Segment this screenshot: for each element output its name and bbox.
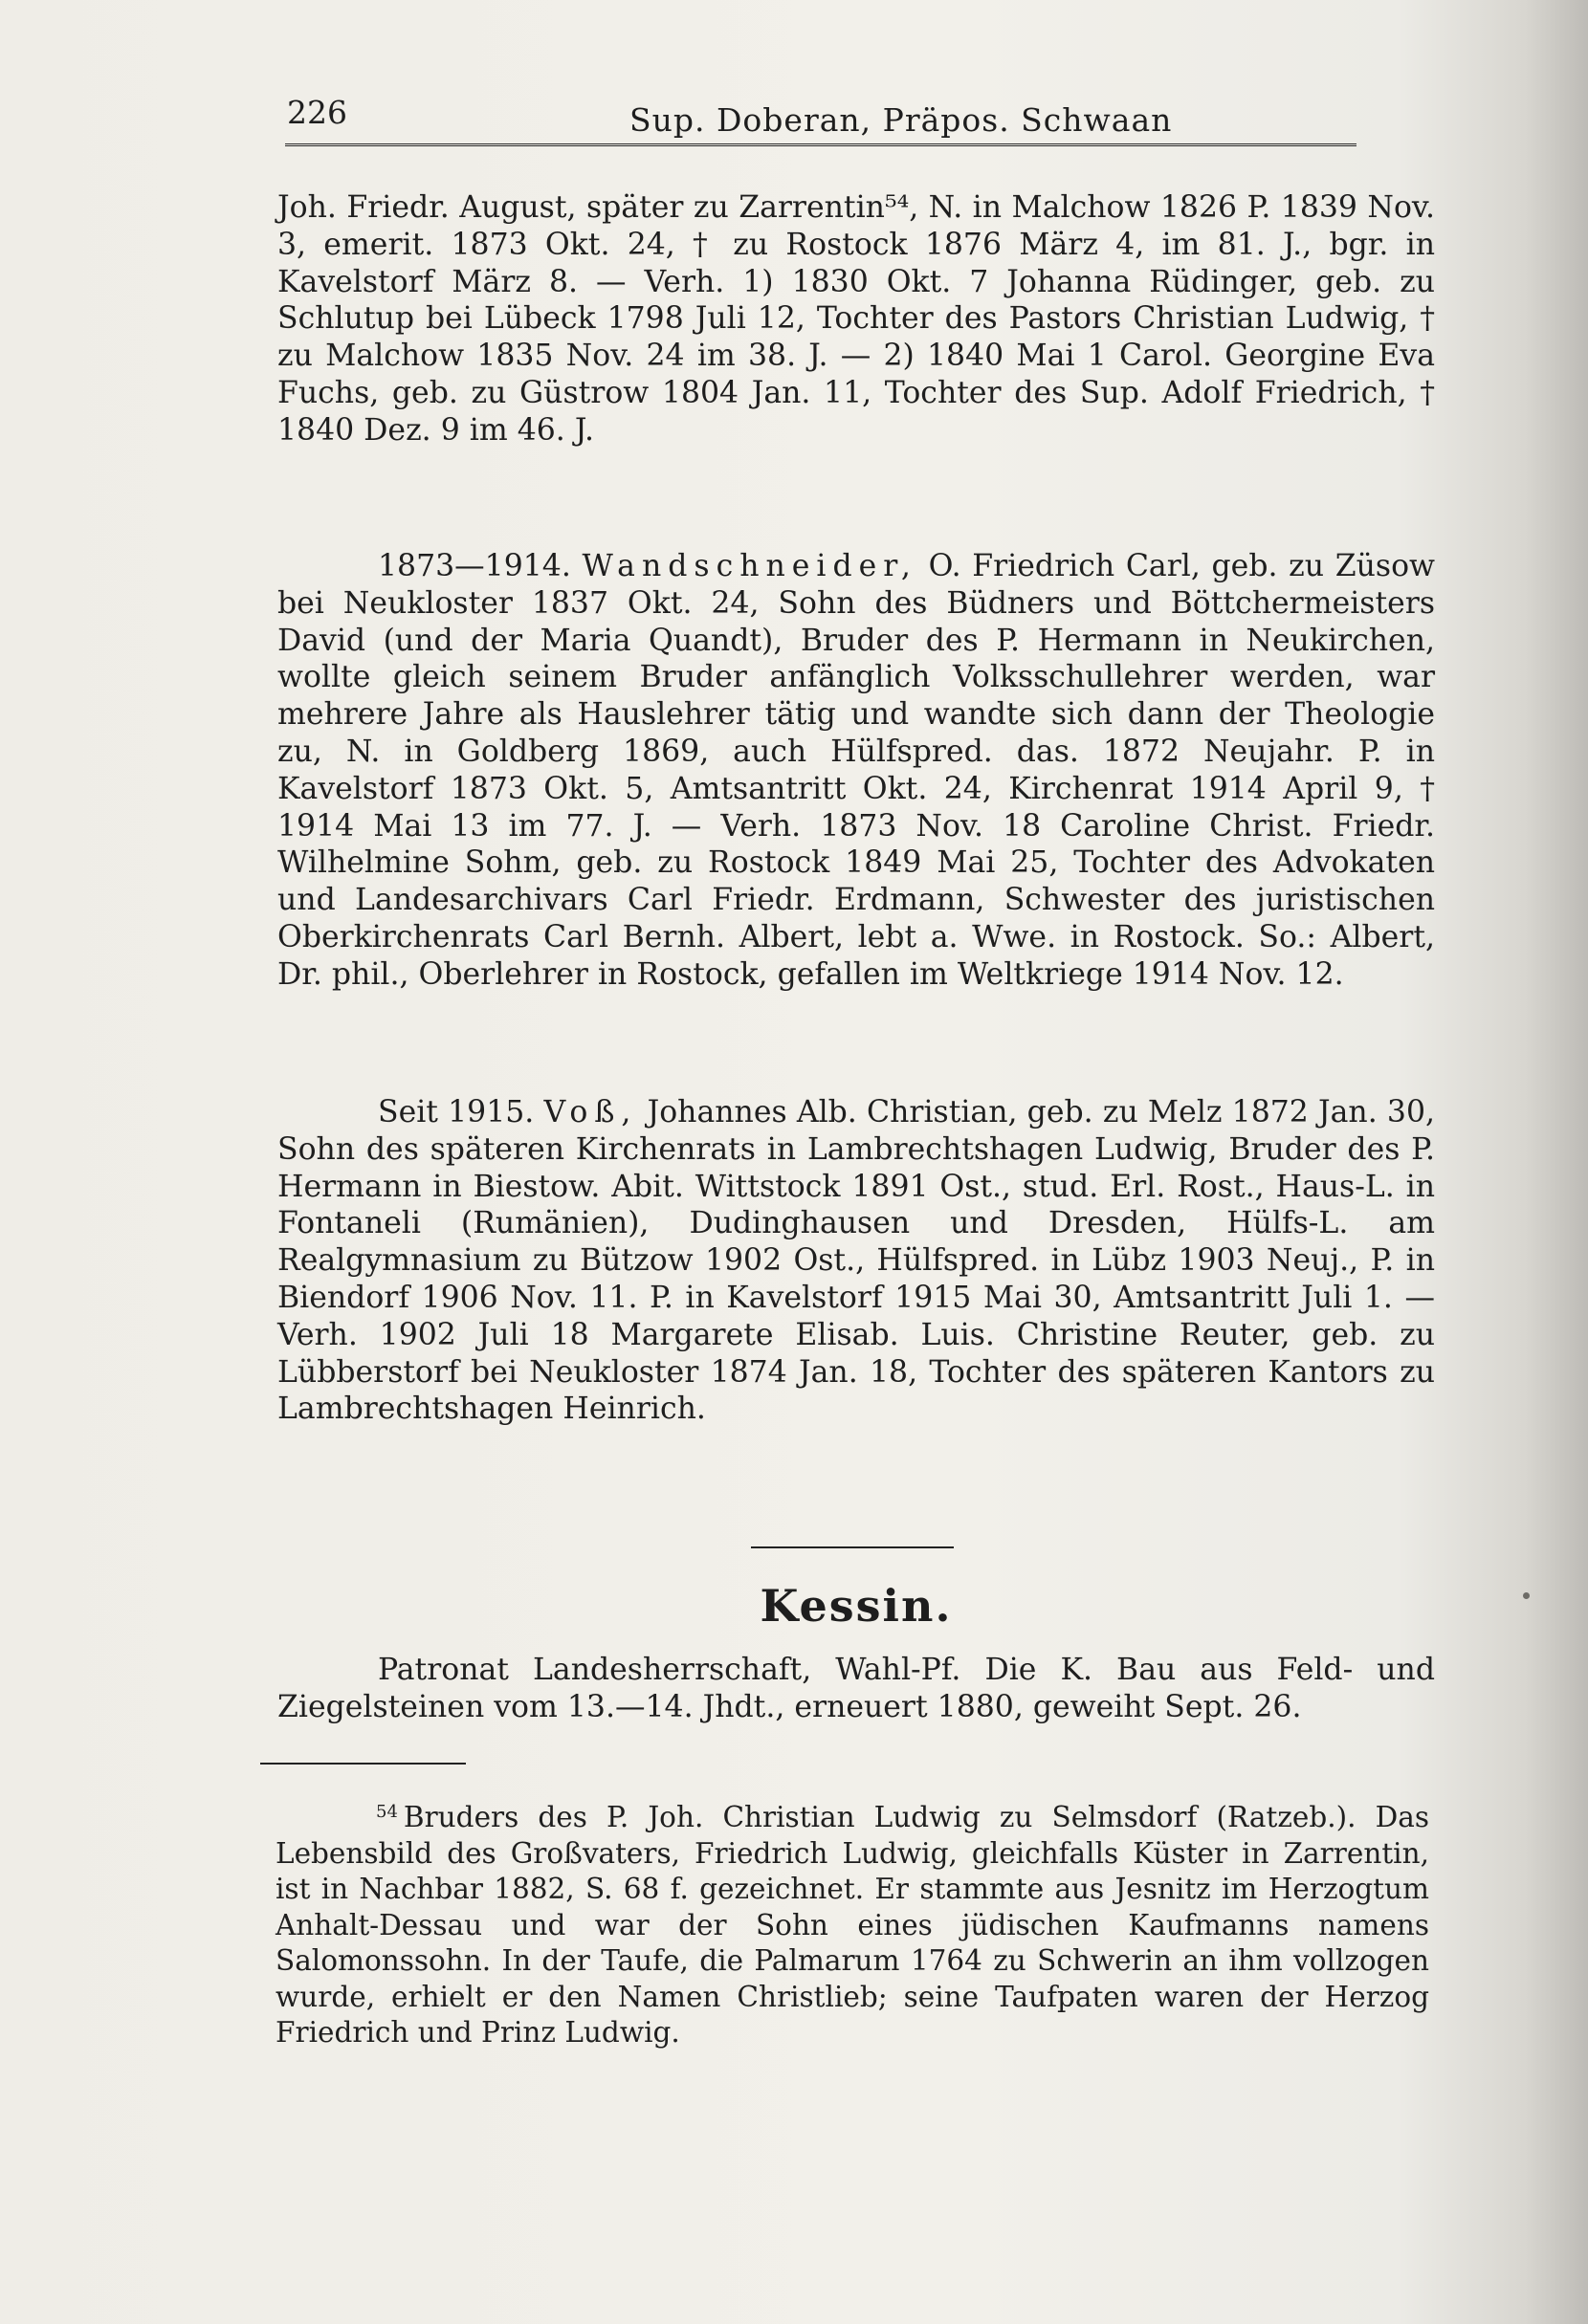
entry-years: Seit 1915. (378, 1095, 535, 1129)
entry-zarrentin-continuation (277, 189, 1435, 449)
page-header (285, 94, 1356, 146)
entry-paragraph (277, 548, 1435, 994)
entry-text: O. Friedrich Carl, geb. zu Züsow bei Neukloster 1837 Okt. 24, Sohn des Büdners und Böttchermeisters David (und der Maria Quandt), Bruder des P. Hermann in Neukirchen, wollte gleich seinem Bruder anfänglich Volksschullehrer werden, war mehrere Jahre als Hauslehrer tätig und wandte sich dann der Theologie zu, N. in Goldberg 1869, auch Hülfspred. das. 1872 Neujahr. P. in Kavelstorf 1873 Okt. 5, Amtsantritt Okt. 24, Kirchenrat 1914 April 9, † 1914 Mai 13 im 77. J. — Verh. 1873 Nov. 18 Caroline Christ. Friedr. Wilhelmine Sohm, geb. zu Rostock 1849 Mai 25, Tochter des Advokaten und Landesarchivars Carl Friedr. Erdmann, Schwester des juristischen Oberkirchenrats Carl Bernh. Albert, lebt a. Wwe. in Rostock. So.: Albert, Dr. phil., Oberlehrer in Rostock, gefallen im Weltkriege 1914 Nov. 12. (277, 549, 1436, 992)
pastor-name: Voß, (543, 1095, 638, 1129)
paper-speck (1523, 1592, 1530, 1599)
running-head: Sup. Doberan, Präpos. Schwaan (629, 101, 1173, 139)
footnote (276, 1794, 1429, 2051)
footnote-rule (260, 1763, 466, 1765)
entry-text: Johannes Alb. Christian, geb. zu Melz 1872 Jan. 30, Sohn des späteren Kirchenrats in Lambrechtshagen Ludwig, Bruder des P. Hermann in Biestow. Abit. Wittstock 1891 Ost., stud. Erl. Rost., Haus-L. in Fontaneli (Rumänien), Dudinghausen und Dresden, Hülfs-L. am Realgymnasium zu Bützow 1902 Ost., Hülfspred. in Lübz 1903 Neuj., P. in Biendorf 1906 Nov. 11. P. in Kavelstorf 1915 Mai 30, Amtsantritt Juli 1. — Verh. 1902 Juli 18 Margarete Elisab. Luis. Christine Reuter, geb. zu Lübberstorf bei Neukloster 1874 Jan. 18, Tochter des späteren Kantors zu Lambrechtshagen Heinrich. (277, 1095, 1436, 1427)
entry-voss (277, 1094, 1435, 1428)
entry-text: Joh. Friedr. August, später zu Zarrentin⁵⁴, N. in Malchow 1826 P. 1839 Nov. 3, emerit. 1873 Okt. 24, † zu Rostock 1876 März 4, im 81. J., bgr. in Kavelstorf März 8. — Verh. 1) 1830 Okt. 7 Johanna Rüdinger, geb. zu Schlutup bei Lübeck 1798 Juli 12, Tochter des Pastors Christian Ludwig, † zu Malchow 1835 Nov. 24 im 38. J. — 2) 1840 Mai 1 Carol. Georgine Eva Fuchs, geb. zu Güstrow 1804 Jan. 11, Tochter des Sup. Adolf Friedrich, † 1840 Dez. 9 im 46. J. (277, 190, 1435, 448)
entry-paragraph (277, 1094, 1435, 1428)
entry-wandschneider (277, 548, 1435, 994)
footnote-paragraph (276, 1794, 1429, 2051)
pastor-name: Wandschneider, (582, 549, 917, 583)
section-intro (277, 1652, 1435, 1726)
section-text: Patronat Landesherrschaft, Wahl-Pf. Die K. Bau aus Feld- und Ziegelsteinen vom 13.—14. Jhdt., erneuert 1880, geweiht Sept. 26. (277, 1653, 1435, 1724)
section-title: Kessin. (760, 1580, 953, 1632)
entry-years: 1873—1914. (378, 549, 571, 583)
footnote-mark: 54 (376, 1802, 398, 1822)
footnote-text: Bruders des P. Joh. Christian Ludwig zu Selmsdorf (Ratzeb.). Das Lebensbild des Großvaters, Friedrich Ludwig, gleichfalls Küster in Zarrentin, ist in Nachbar 1882, S. 68 f. gezeichnet. Er stammte aus Jesnitz im Herzogtum Anhalt-Dessau und war der Sohn eines jüdischen Kaufmanns namens Salomonssohn. In der Taufe, die Palmarum 1764 zu Schwerin an ihm vollzogen wurde, erhielt er den Namen Christlieb; seine Taufpaten waren der Herzog Friedrich und Prinz Ludwig. (276, 1801, 1429, 2049)
section-divider (751, 1546, 954, 1548)
page-number: 226 (287, 94, 347, 131)
